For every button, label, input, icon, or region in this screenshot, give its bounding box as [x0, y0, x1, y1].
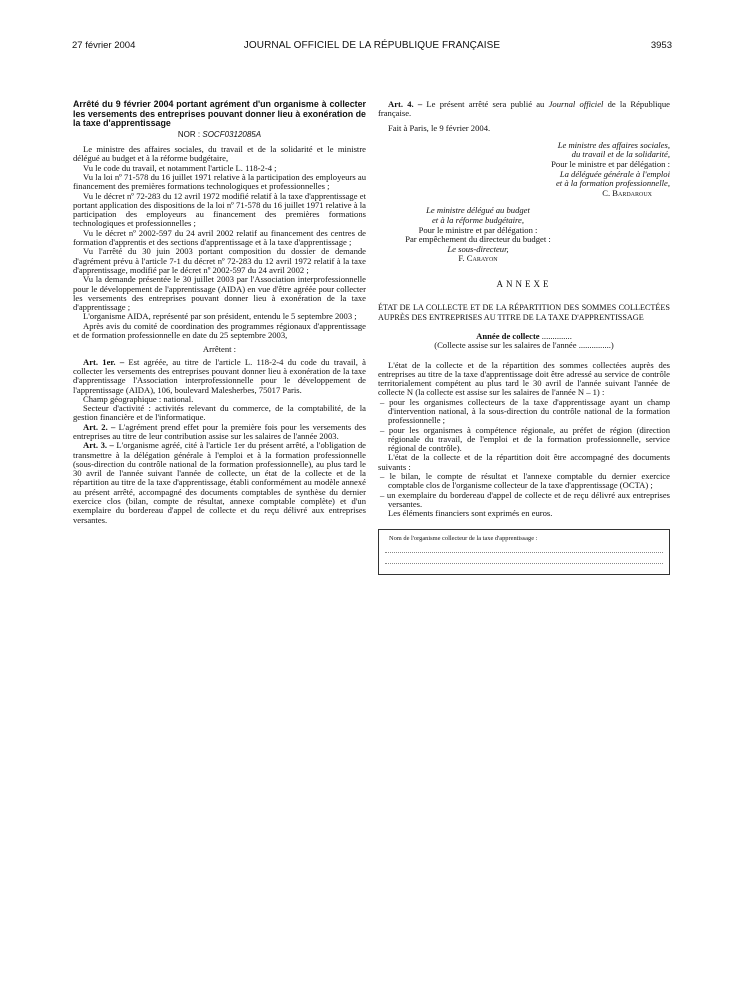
signature-block-2 [378, 206, 578, 264]
preamble-para-1: Vu le code du travail, et notamment l'article L. 118-2-4 ; [83, 162, 277, 173]
nor-reference [73, 130, 366, 139]
collector-name-label: Nom de l'organisme collecteur de la taxe d'apprentissage : [389, 534, 538, 542]
left-column [73, 100, 366, 525]
annexe-para-3: Les éléments financiers sont exprimés en euros. [388, 508, 553, 519]
sig1-line-2: du travail et de la solidarité, [571, 149, 670, 160]
annexe-heading: ANNEXE [496, 279, 552, 290]
article-4-label: Art. 4. – [388, 99, 423, 109]
preamble-para-8: Après avis du comité de coordination des programmes régionaux d'apprentissage et de formation professionnelle en date du 25 septembre 2003, [73, 320, 366, 341]
sig1-line-1: Le ministre des affaires sociales, [557, 139, 670, 150]
sig2-name-text: Carayon [466, 253, 498, 264]
collection-basis: (Collecte assise sur les salaires de l'année ...............) [434, 340, 614, 351]
page-number: 3953 [650, 40, 672, 51]
sig1-line-5: et à la formation professionnelle, [555, 178, 670, 189]
sig2-name [378, 254, 578, 264]
article-3-label: Art. 3. – [83, 440, 114, 451]
page-header [72, 40, 672, 54]
article-1-label: Art. 1er. – [83, 356, 125, 367]
sig2-name-initial: F. [458, 253, 467, 264]
sig2-line-5: Le sous-directeur, [447, 243, 509, 254]
collector-name-form-box [378, 529, 670, 575]
right-column [378, 100, 670, 575]
geographic-scope: Champ géographique : national. [83, 393, 194, 404]
preamble-para-5: Vu l'arrêté du 30 juin 2003 portant composition du dossier de demande d'agrément prévu à l'article 7-1 du décret nº 72-283 du 12 avril 1972 relatif à la taxe d'apprentissage, modifié par le décret nº 2002-597 du 24 avril 2002 ; [73, 246, 366, 275]
collection-year-dots: .............. [539, 330, 572, 341]
sig1-name-initial: C. [602, 187, 613, 198]
annexe-title: ÉTAT DE LA COLLECTE ET DE LA RÉPARTITION DES SOMMES COLLECTÉES AUPRÈS DES ENTREPRISES AU TITRE DE LA TAXE D'APPRENTISSAGE [378, 303, 670, 322]
article-1 [73, 358, 366, 395]
sig1-line-3: Pour le ministre et par délégation : [551, 159, 670, 170]
preamble-para-2: Vu la loi nº 71-578 du 16 juillet 1971 relative à la participation des employeurs au financement des premières formations technologiques et professionnelles ; [73, 171, 366, 192]
article-1-text: Est agréée, au titre de l'article L. 118-2-4 du code du travail, à collecter les versements des entreprises pouvant donner lieu à exonération de la taxe d'apprentissage l'Association interprofessionnelle pour le développement de l'apprentissage (AIDA), 106, boulevard Malesherbes, 75017 Paris. [73, 356, 366, 395]
preamble-para-3: Vu le décret nº 72-283 du 12 avril 1972 modifié relatif à la taxe d'apprentissage et portant application des dispositions de la loi nº 71-578 du 16 juillet 1971 relative à la participation des employeurs au financement des premières formations technologiques et professionnelles ; [73, 190, 366, 229]
article-4-text-b: de la République française. [378, 99, 670, 119]
sig1-name-text: Bardaroux [612, 187, 652, 198]
activity-sector: Secteur d'activité : activités relevant du commerce, de la comptabilité, de la gestion financière et de l'informatique. [73, 403, 366, 423]
collection-year-label: Année de collecte [476, 330, 540, 341]
arretent-heading: Arrêtent : [202, 344, 237, 355]
article-2 [73, 423, 366, 442]
sig2-line-1: Le ministre délégué au budget [426, 205, 530, 216]
issue-date: 27 février 2004 [72, 40, 136, 51]
article-3 [73, 441, 366, 525]
preamble-para-6: Vu la demande présentée le 30 juillet 2003 par l'Association interprofessionnelle pour le développement de l'apprentissage (AIDA) en vue d'être agréée pour collecter les versements des entreprises pouvant donner lieu à exonération de la taxe d'apprentissage ; [73, 274, 366, 313]
annexe-list2-item-0: – le bilan, le compte de résultat et l'annexe comptable du dernier exercice comptable clos de l'organisme collecteur de la taxe d'apprentissage (OCTA) ; [380, 471, 670, 491]
preamble-para-7: L'organisme AIDA, représenté par son président, entendu le 5 septembre 2003 ; [83, 311, 357, 322]
article-2-text: L'agrément prend effet pour la première fois pour les versements des entreprises au titre de leur contribution assise sur les salaires de l'année 2003. [73, 421, 366, 441]
signature-block-1 [378, 141, 670, 199]
sig1-line-4: La déléguée générale à l'emploi [559, 168, 670, 179]
journal-title: JOURNAL OFFICIEL DE LA RÉPUBLIQUE FRANÇAISE [243, 40, 501, 51]
nor-label: NOR : [177, 129, 201, 139]
annexe-para-1: L'état de la collecte et de la répartition des sommes collectées auprès des entreprises au titre de la taxe d'apprentissage doit être adressé au service de contrôle territorialement compétent au plus tard le 30 avril de l'année suivant l'année de collecte N (la collecte est assise sur les salaires de l'année N – 1) : [378, 359, 670, 398]
article-2-label: Art. 2. – [83, 421, 116, 432]
sig2-line-4: Par empêchement du directeur du budget : [405, 234, 551, 245]
sig1-name [378, 189, 670, 199]
decree-title: Arrêté du 9 février 2004 portant agrément d'un organisme à collecter les versements des entreprises pouvant donner lieu à exonération de la taxe d'apprentissage [73, 99, 366, 129]
article-4-journal: Journal officiel [548, 99, 604, 109]
annexe-list2-item-1: – un exemplaire du bordereau d'appel de collecte et de reçu délivré aux entreprises versantes. [380, 489, 670, 509]
article-3-text: L'organisme agréé, cité à l'article 1er du présent arrêté, a l'obligation de transmettre à la délégation générale à l'emploi et à la formation professionnelle (sous-direction du contrôle national de la formation professionnelle), au plus tard le 30 avril de l'année suivant l'année de collecte, un état de la collecte et de la répartition au titre de la taxe d'apprentissage, établi conformément au modèle annexé au présent arrêté, accompagné des documents comptables de synthèse du dernier exercice clos (bilan, compte de résultat, annexe comptable complète) et d'un exemplaire du bordereau d'appel de collecte et du reçu délivré aux entreprises versantes. [73, 440, 366, 525]
annexe-list1-item-0: – pour les organismes collecteurs de la taxe d'apprentissage ayant un champ d'intervention national, à la sous-direction du contrôle national de la formation professionnelle ; [380, 396, 670, 426]
annexe-para-2: L'état de la collecte et de la répartition doit être accompagné des documents suivants : [378, 452, 670, 472]
sig2-line-3: Pour le ministre et par délégation : [418, 224, 538, 235]
signature-date: Fait à Paris, le 9 février 2004. [388, 122, 491, 133]
article-4-text-a: Le présent arrêté sera publié au [426, 99, 549, 109]
sig2-line-2: et à la réforme budgétaire, [431, 215, 525, 226]
article-4 [378, 100, 670, 119]
annexe-list1-item-1: – pour les organismes à compétence régionale, au préfet de région (direction régionale du travail, de l'emploi et de la formation professionnelle, service régional de contrôle). [380, 424, 670, 454]
preamble-para-4: Vu le décret nº 2002-597 du 24 avril 2002 relatif au financement des centres de formation d'apprentis et des sections d'apprentissage et à la taxe d'apprentissage ; [73, 227, 366, 248]
form-line [385, 552, 663, 553]
form-line [385, 563, 663, 564]
nor-code: SOCF0312085A [202, 129, 262, 139]
preamble-para-0: Le ministre des affaires sociales, du travail et de la solidarité et le ministre délégué au budget et à la réforme budgétaire, [73, 144, 366, 164]
